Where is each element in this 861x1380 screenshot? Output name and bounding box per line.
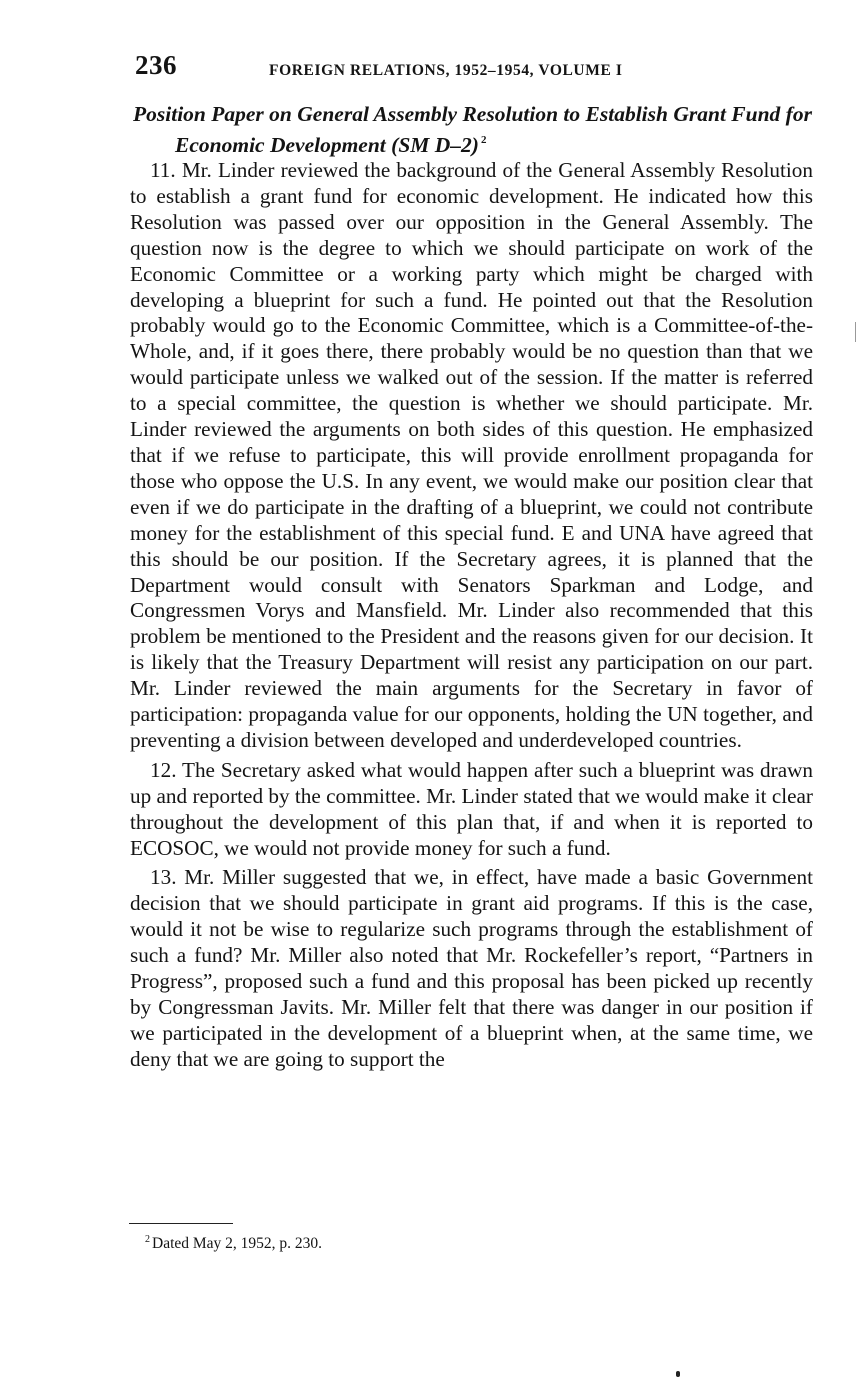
- page-header: [135, 50, 815, 82]
- paragraph-12: 12. The Secretary asked what would happen after such a blueprint was drawn up and reported by the committee. Mr. Linder stated that we would make it clear throughout the development of this plan that, if and when it is reported to ECOSOC, we would not provide money for such a fund.: [130, 757, 813, 860]
- footnote-marker: 2: [145, 1234, 150, 1245]
- footnote-divider: [129, 1223, 233, 1224]
- paragraph-13: 13. Mr. Miller suggested that we, in effect, have made a basic Government decision that we should participate in grant aid programs. If this is the case, would it not be wise to regularize such programs through the establishment of such a fund? Mr. Miller also noted that Mr. Rockefeller’s report, “Partners in Progress”, proposed such a fund and this proposal has been picked up recently by Congressman Javits. Mr. Miller felt that there was danger in our position if we participated in the development of a blueprint when, at the same time, we deny that we are going to support the: [130, 865, 813, 1071]
- print-speck: [676, 1371, 680, 1377]
- running-head: FOREIGN RELATIONS, 1952–1954, VOLUME I: [269, 62, 623, 79]
- footnote-text: Dated May 2, 1952, p. 230.: [152, 1235, 323, 1252]
- margin-mark: [855, 322, 856, 342]
- section-title: [133, 101, 817, 158]
- footnote-reference: 2: [480, 134, 487, 146]
- body-text: [130, 158, 813, 1073]
- section-title-text: Position Paper on General Assembly Resolution to Establish Grant Fund for Economic Development (SM D–2): [133, 102, 812, 157]
- paragraph-11: 11. Mr. Linder reviewed the background of the General Assembly Resolution to establish a grant fund for economic development. He indicated how this Resolution was passed over our opposition in the General Assembly. The question now is the degree to which we should participate on work of the Economic Committee or a working party which might be charged with developing a blueprint for such a fund. He pointed out that the Resolution probably would go to the Economic Committee, which is a Committee-of-the-Whole, and, if it goes there, there probably would be no question than that we would participate unless we walked out of the session. If the matter is referred to a special committee, the question is whether we should participate. Mr. Linder reviewed the arguments on both sides of this question. He emphasized that if we refuse to participate, this will provide enrollment propaganda for those who oppose the U.S. In any event, we would make our position clear that even if we do participate in the drafting of a blueprint, we could not contribute money for the establishment of this special fund. E and UNA have agreed that this should be our position. If the Secretary agrees, it is planned that the Department would consult with Senators Sparkman and Lodge, and Congressmen Vorys and Mansfield. Mr. Linder also recommended that this problem be mentioned to the President and the reasons given for our decision. It is likely that the Treasury Department will resist any participation on our part. Mr. Linder reviewed the main arguments for the Secretary in favor of participation: propaganda value for our opponents, holding the UN together, and preventing a division between developed and underdeveloped countries.: [130, 158, 813, 752]
- page-number: 236: [135, 50, 177, 80]
- footnote: [145, 1234, 322, 1253]
